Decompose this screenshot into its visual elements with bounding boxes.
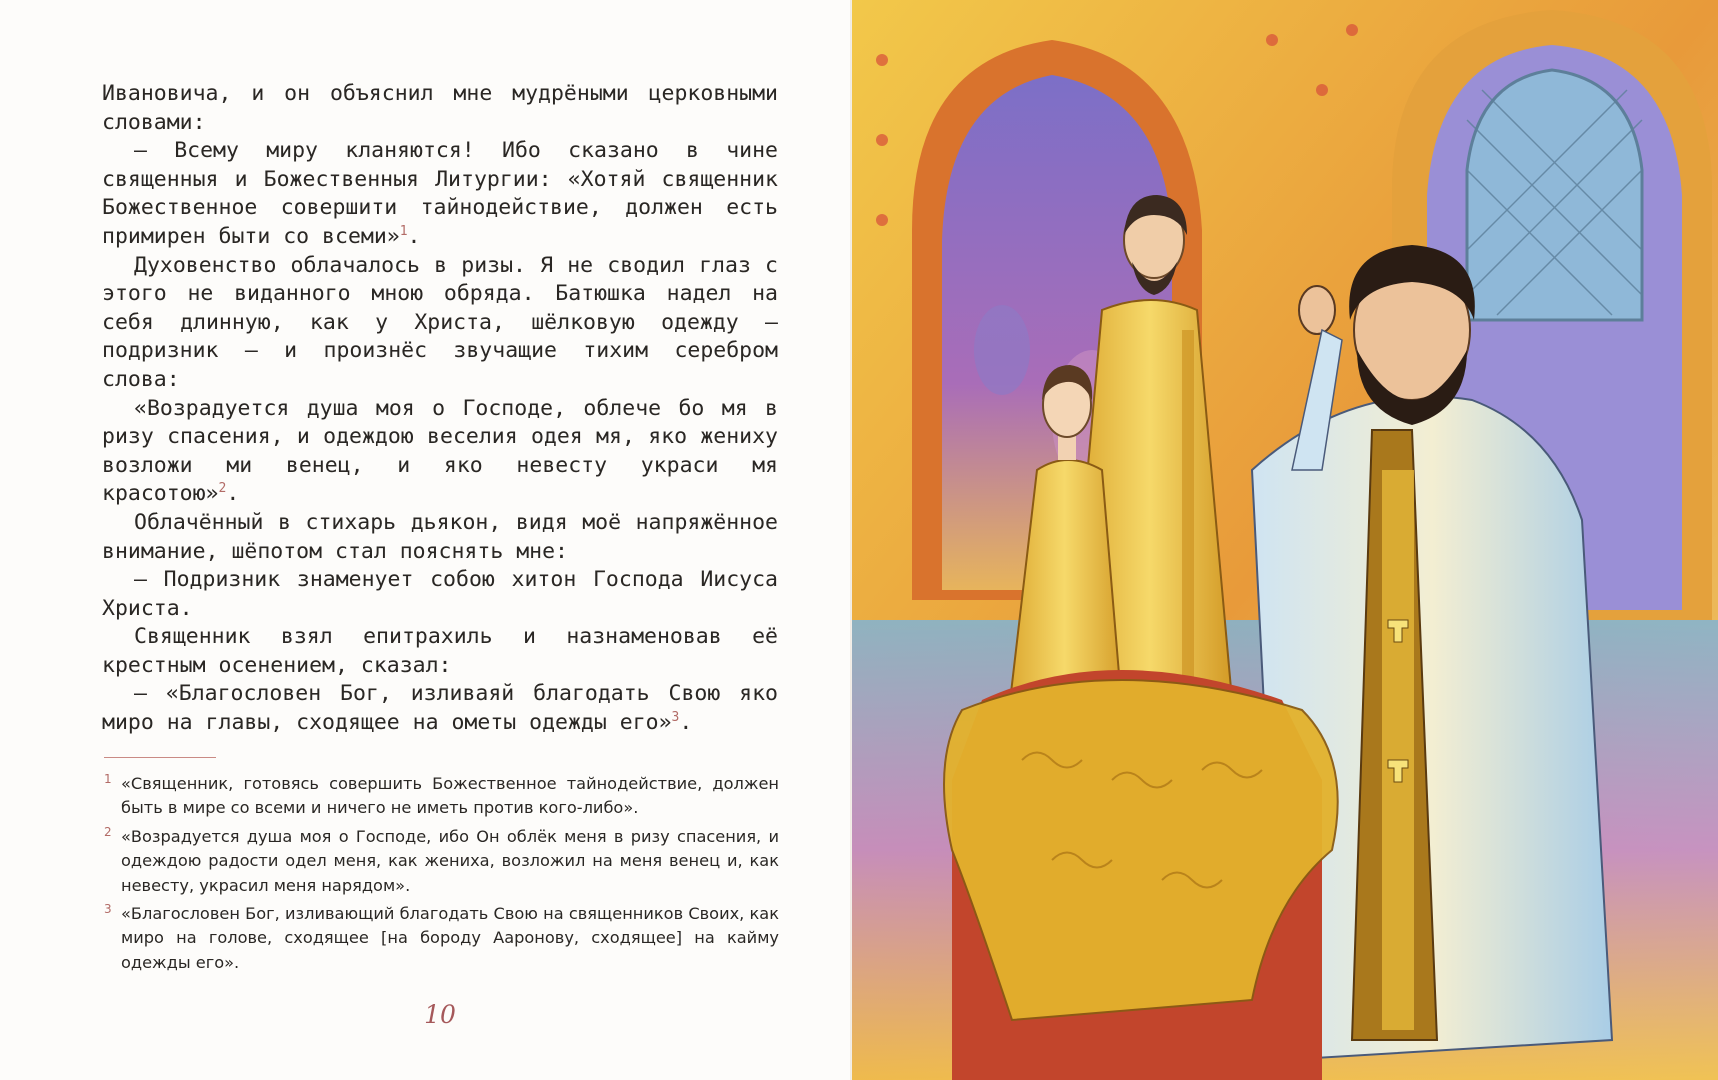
illustration-svg [852, 0, 1718, 1080]
trailing-punctuation: . [407, 223, 421, 249]
footnote [104, 825, 779, 898]
footnotes [104, 772, 779, 979]
trailing-punctuation: . [679, 710, 693, 736]
body-paragraph [102, 566, 778, 623]
footnote-text: «Возрадуется душа моя о Господе, ибо Он облёк меня в ризу спасения, и одеждою радости одел меня, как жениха, возложил на меня венец и, как невесту, украсил меня нарядом». [121, 826, 779, 895]
paragraph-text: — Всему миру кланяются! Ибо сказано в чине священныя и Божественныя Литургии: «Хотяй священник Божественное совершити тайнодействие, должен есть примирен быти со всеми» [102, 138, 778, 249]
footnote-number: 3 [104, 902, 112, 917]
footnote-reference: 2 [218, 481, 227, 497]
body-paragraph [102, 80, 778, 137]
footnote [104, 902, 779, 975]
trailing-punctuation: . [226, 481, 240, 507]
body-paragraph [102, 395, 778, 509]
body-paragraph [102, 680, 778, 737]
footnote-divider [104, 757, 216, 758]
church-illustration [852, 0, 1718, 1080]
footnote-text: «Благословен Бог, изливающий благодать Свою на священников Своих, как миро на голове, сходящее [на бороду Ааронову, сходящее] на кайму одежды его». [121, 904, 779, 972]
paragraph-text: Священник взял епитрахиль и назнаменовав её крестным осенением, сказал: [102, 624, 778, 678]
footnote-reference: 1 [399, 223, 408, 239]
footnote-number: 2 [104, 824, 112, 839]
paragraph-text: Духовенство облачалось в ризы. Я не сводил глаз с этого не виданного мною обряда. Батюшка надел на себя длинную, как у Христа, шёлковую одежду — подризник — и произнёс звучащие тихим серебром слова: [102, 252, 778, 392]
paragraph-text: «Возрадуется душа моя о Господе, облече бо мя в ризу спасения, и одеждою веселия одея мя, яко жениху возложи ми венец, и яко невесту украси мя красотою» [102, 395, 778, 507]
body-paragraph [102, 509, 778, 566]
footnote-reference: 3 [671, 709, 680, 725]
footnote-text: «Священник, готовясь совершить Божественное тайнодействие, должен быть в мире со всеми и ничего не иметь против кого-либо». [121, 774, 779, 818]
body-paragraph [102, 623, 778, 680]
paragraph-text: Облачённый в стихарь дьякон, видя моё напряжённое внимание, шёпотом стал пояснять мне: [102, 509, 778, 564]
paragraph-text: — «Благословен Бог, изливаяй благодать Свою яко миро на главы, сходящее на ометы одежды его» [102, 681, 778, 736]
altar-table [944, 670, 1338, 1080]
footnote-number: 1 [104, 772, 112, 786]
body-paragraph [102, 252, 778, 395]
paragraph-text: Ивановича, и он объяснил мне мудрёными церковными словами: [102, 81, 778, 135]
paragraph-text: — Подризник знаменует собою хитон Господа Иисуса Христа. [102, 567, 778, 621]
text-page [0, 0, 850, 1080]
footnote [104, 772, 779, 821]
body-paragraph [102, 137, 778, 251]
body-text [102, 80, 778, 738]
page-number: 10 [424, 1000, 456, 1029]
